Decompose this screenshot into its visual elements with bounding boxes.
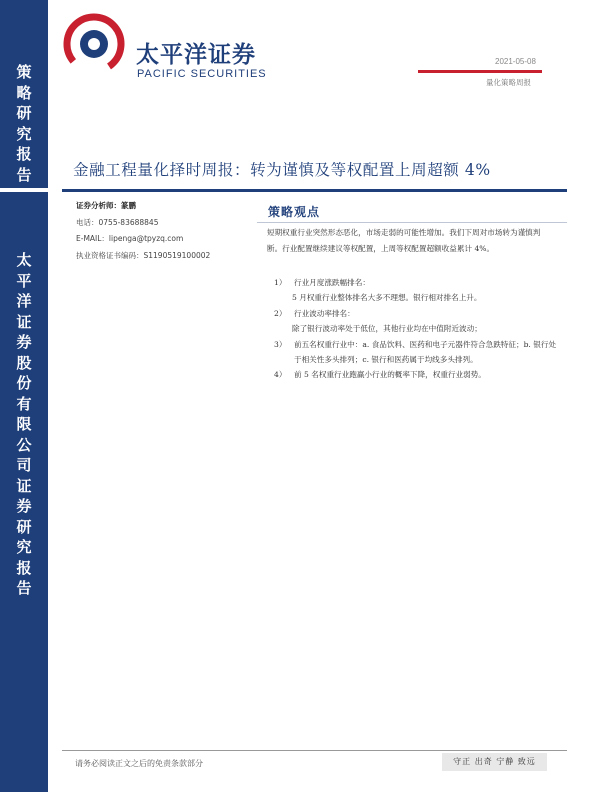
footer-motto: 守正 出奇 宁静 致远 [442, 753, 547, 771]
sidebar-report-category: 策略研究报告 [16, 63, 32, 184]
analyst-phone: 电话：0755-83688845 [76, 217, 159, 227]
analyst-name: 篆鹏 [121, 201, 136, 210]
list-item [274, 306, 558, 321]
title-divider [62, 189, 567, 192]
sidebar-company-label: 太平洋证券股份有限公司证券研究报告 [16, 251, 32, 597]
pacific-securities-logo-icon [63, 13, 125, 75]
list-item-text: 行业波动率排名： [294, 308, 355, 318]
analyst-license: 执业资格证书编码：S1190519100002 [76, 250, 211, 260]
strategy-intro: 短期权重行业突然形态恶化，市场走弱的可能性增加。我们下周对市场转为谨慎判断。行业配置继续建议等权配置，上周等权配置超额收益累计 4%。 [267, 228, 541, 253]
list-item [274, 367, 558, 382]
list-item-text: 前五名权重行业中：a. 食品饮料、医药和电子元器件符合急跌特征；b. 银行处于相关性多头排列；c. 银行和医药属于均线多头排列。 [294, 339, 557, 365]
list-item-text: 前 5 名权重行业跑赢小行业的概率下降，权重行业弱势。 [294, 370, 486, 380]
analyst-info [76, 198, 210, 264]
list-item-detail: 除了银行波动率处于低位，其他行业均在中值附近波动； [292, 324, 482, 334]
list-item-number: 3） [274, 339, 287, 349]
list-item-number: 1） [274, 278, 287, 287]
strategy-list [274, 275, 558, 383]
list-item-detail: 5 月权重行业整体排名大多不理想。银行相对排名上升。 [292, 293, 482, 303]
logo-english-name: PACIFIC SECURITIES [137, 68, 267, 80]
analyst-label: 证券分析师： [76, 201, 121, 210]
report-date: 2021-05-08 [495, 57, 536, 66]
strategy-heading: 策略观点 [268, 205, 321, 219]
footer-divider [62, 750, 567, 751]
report-type: 量化策略周报 [486, 78, 531, 87]
list-item [274, 337, 558, 368]
analyst-name-line [76, 198, 210, 215]
logo-chinese-name: 太平洋证券 [136, 42, 256, 68]
list-item-number: 4） [274, 370, 287, 380]
header-accent-line [418, 70, 542, 73]
strategy-divider [257, 222, 567, 223]
analyst-email[interactable]: E-MAIL：lipenga@tpyzq.com [76, 234, 184, 243]
list-item [274, 275, 558, 290]
report-title: 金融工程量化择时周报：转为谨慎及等权配置上周超额 4% [73, 161, 491, 179]
list-item-number: 2） [274, 308, 287, 318]
footer-disclaimer: 请务必阅读正文之后的免责条款部分 [75, 759, 203, 768]
list-item-text: 行业月度涨跌幅排名： [294, 278, 370, 287]
